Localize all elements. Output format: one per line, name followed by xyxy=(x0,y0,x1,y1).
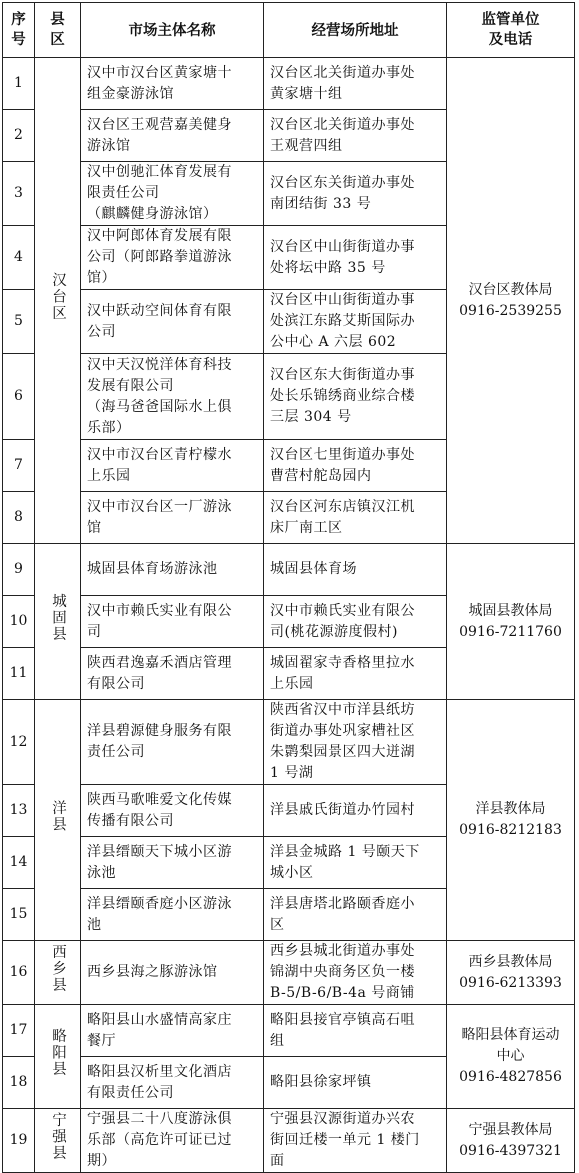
entity-name: 略阳县山水盛情高家庄 餐厅 xyxy=(81,1005,264,1057)
entity-address: 陕西省汉中市洋县纸坊 街道办事处巩家槽社区 朱鹮梨园景区四大迸湖 1 号湖 xyxy=(264,700,447,785)
entity-name: 洋县缙颐香庭小区游泳 池 xyxy=(81,889,264,941)
entity-name: 宁强县二十八度游泳俱 乐部（高危许可证已过 期） xyxy=(81,1109,264,1173)
row-number: 7 xyxy=(3,440,35,492)
table-row xyxy=(3,1109,575,1173)
entity-name: 汉中跃动空间体育有限 公司 xyxy=(81,290,264,354)
supervisor-cell: 西乡县教体局 0916-6213393 xyxy=(447,941,575,1005)
entity-address: 洋县戚氏街道办竹园村 xyxy=(264,785,447,837)
entity-name: 汉中阿郎体育发展有限 公司（阿郎路拳道游泳 馆） xyxy=(81,226,264,290)
entity-name: 陕西君逸嘉禾酒店管理 有限公司 xyxy=(81,648,264,700)
table-row xyxy=(3,941,575,1005)
entity-name: 略阳县汉析里文化酒店 有限责任公司 xyxy=(81,1057,264,1109)
row-number: 9 xyxy=(3,544,35,596)
row-number: 16 xyxy=(3,941,35,1005)
table-row xyxy=(3,58,575,110)
entity-address: 西乡县城北街道办事处 锦湖中央商务区负一楼 B-5/B-6/B-4a 号商铺 xyxy=(264,941,447,1005)
entity-address: 洋县金城路 1 号颐天下 城小区 xyxy=(264,837,447,889)
row-number: 14 xyxy=(3,837,35,889)
row-number: 3 xyxy=(3,162,35,226)
row-number: 4 xyxy=(3,226,35,290)
row-number: 18 xyxy=(3,1057,35,1109)
entity-address: 洋县唐塔北路颐香庭小 区 xyxy=(264,889,447,941)
entity-name: 汉中市汉台区黄家塘十 组金豪游泳馆 xyxy=(81,58,264,110)
row-number: 5 xyxy=(3,290,35,354)
entity-name: 汉台区王观营嘉美健身 游泳馆 xyxy=(81,110,264,162)
entity-name: 汉中市赖氏实业有限公 司 xyxy=(81,596,264,648)
entity-address: 城固县体育场 xyxy=(264,544,447,596)
entity-address: 城固翟家寺香格里拉水 上乐园 xyxy=(264,648,447,700)
entity-address: 略阳县徐家坪镇 xyxy=(264,1057,447,1109)
supervisor-cell: 略阳县体育运动 中心 0916-4827856 xyxy=(447,1005,575,1109)
entity-address: 汉台区东大街街道办事 处长乐锦绣商业综合楼 三层 304 号 xyxy=(264,354,447,440)
header-row xyxy=(3,3,575,58)
header-name: 市场主体名称 xyxy=(81,3,264,58)
entity-address: 汉台区东关街道办事处 南团结街 33 号 xyxy=(264,162,447,226)
supervisor-cell: 洋县教体局 0916-8212183 xyxy=(447,700,575,941)
entity-name: 汉中创驰汇体育发展有 限责任公司 （麒麟健身游泳馆） xyxy=(81,162,264,226)
entity-address: 宁强县汉源街道办兴农 街回迁楼一单元 1 楼门 面 xyxy=(264,1109,447,1173)
entity-name: 陕西马歌唯爱文化传媒 传播有限公司 xyxy=(81,785,264,837)
entity-address: 汉台区北关街道办事处 王观营四组 xyxy=(264,110,447,162)
county-cell: 略阳县 xyxy=(35,1005,81,1109)
entity-name: 汉中市汉台区青柠檬水 上乐园 xyxy=(81,440,264,492)
county-cell: 西乡县 xyxy=(35,941,81,1005)
county-cell: 城固县 xyxy=(35,544,81,700)
row-number: 10 xyxy=(3,596,35,648)
row-number: 15 xyxy=(3,889,35,941)
county-cell: 洋县 xyxy=(35,700,81,941)
entity-address: 汉台区北关街道办事处 黄家塘十组 xyxy=(264,58,447,110)
entity-name: 城固县体育场游泳池 xyxy=(81,544,264,596)
supervisor-cell: 宁强县教体局 0916-4397321 xyxy=(447,1109,575,1173)
table-row xyxy=(3,544,575,596)
entity-address: 汉台区七里街道办事处 曹营村舵岛园内 xyxy=(264,440,447,492)
header-seq: 序号 xyxy=(3,3,35,58)
venue-table xyxy=(2,2,575,1173)
entity-address: 汉台区河东店镇汉江机 床厂南工区 xyxy=(264,492,447,544)
supervisor-cell: 汉台区教体局 0916-2539255 xyxy=(447,58,575,544)
row-number: 8 xyxy=(3,492,35,544)
header-county: 县区 xyxy=(35,3,81,58)
entity-address: 汉台区中山街街道办事 处将坛中路 35 号 xyxy=(264,226,447,290)
entity-name: 洋县碧源健身服务有限 责任公司 xyxy=(81,700,264,785)
row-number: 2 xyxy=(3,110,35,162)
county-cell: 汉台区 xyxy=(35,58,81,544)
row-number: 11 xyxy=(3,648,35,700)
table-row xyxy=(3,1005,575,1057)
entity-name: 西乡县海之豚游泳馆 xyxy=(81,941,264,1005)
supervisor-cell: 城固县教体局 0916-7211760 xyxy=(447,544,575,700)
header-supervisor: 监管单位 及电话 xyxy=(447,3,575,58)
row-number: 1 xyxy=(3,58,35,110)
entity-address: 汉中市赖氏实业有限公 司(桃花源游度假村) xyxy=(264,596,447,648)
county-cell: 宁强县 xyxy=(35,1109,81,1173)
entity-address: 略阳县接官亭镇高石咀 组 xyxy=(264,1005,447,1057)
row-number: 19 xyxy=(3,1109,35,1173)
row-number: 13 xyxy=(3,785,35,837)
row-number: 17 xyxy=(3,1005,35,1057)
entity-name: 汉中市汉台区一厂游泳 馆 xyxy=(81,492,264,544)
row-number: 6 xyxy=(3,354,35,440)
entity-address: 汉台区中山街街道办事 处滨江东路艾斯国际办 公中心 A 六层 602 xyxy=(264,290,447,354)
entity-name: 洋县缙颐天下城小区游 泳池 xyxy=(81,837,264,889)
row-number: 12 xyxy=(3,700,35,785)
entity-name: 汉中天汉悦洋体育科技 发展有限公司 （海马爸爸国际水上俱 乐部） xyxy=(81,354,264,440)
table-row xyxy=(3,700,575,785)
header-address: 经营场所地址 xyxy=(264,3,447,58)
